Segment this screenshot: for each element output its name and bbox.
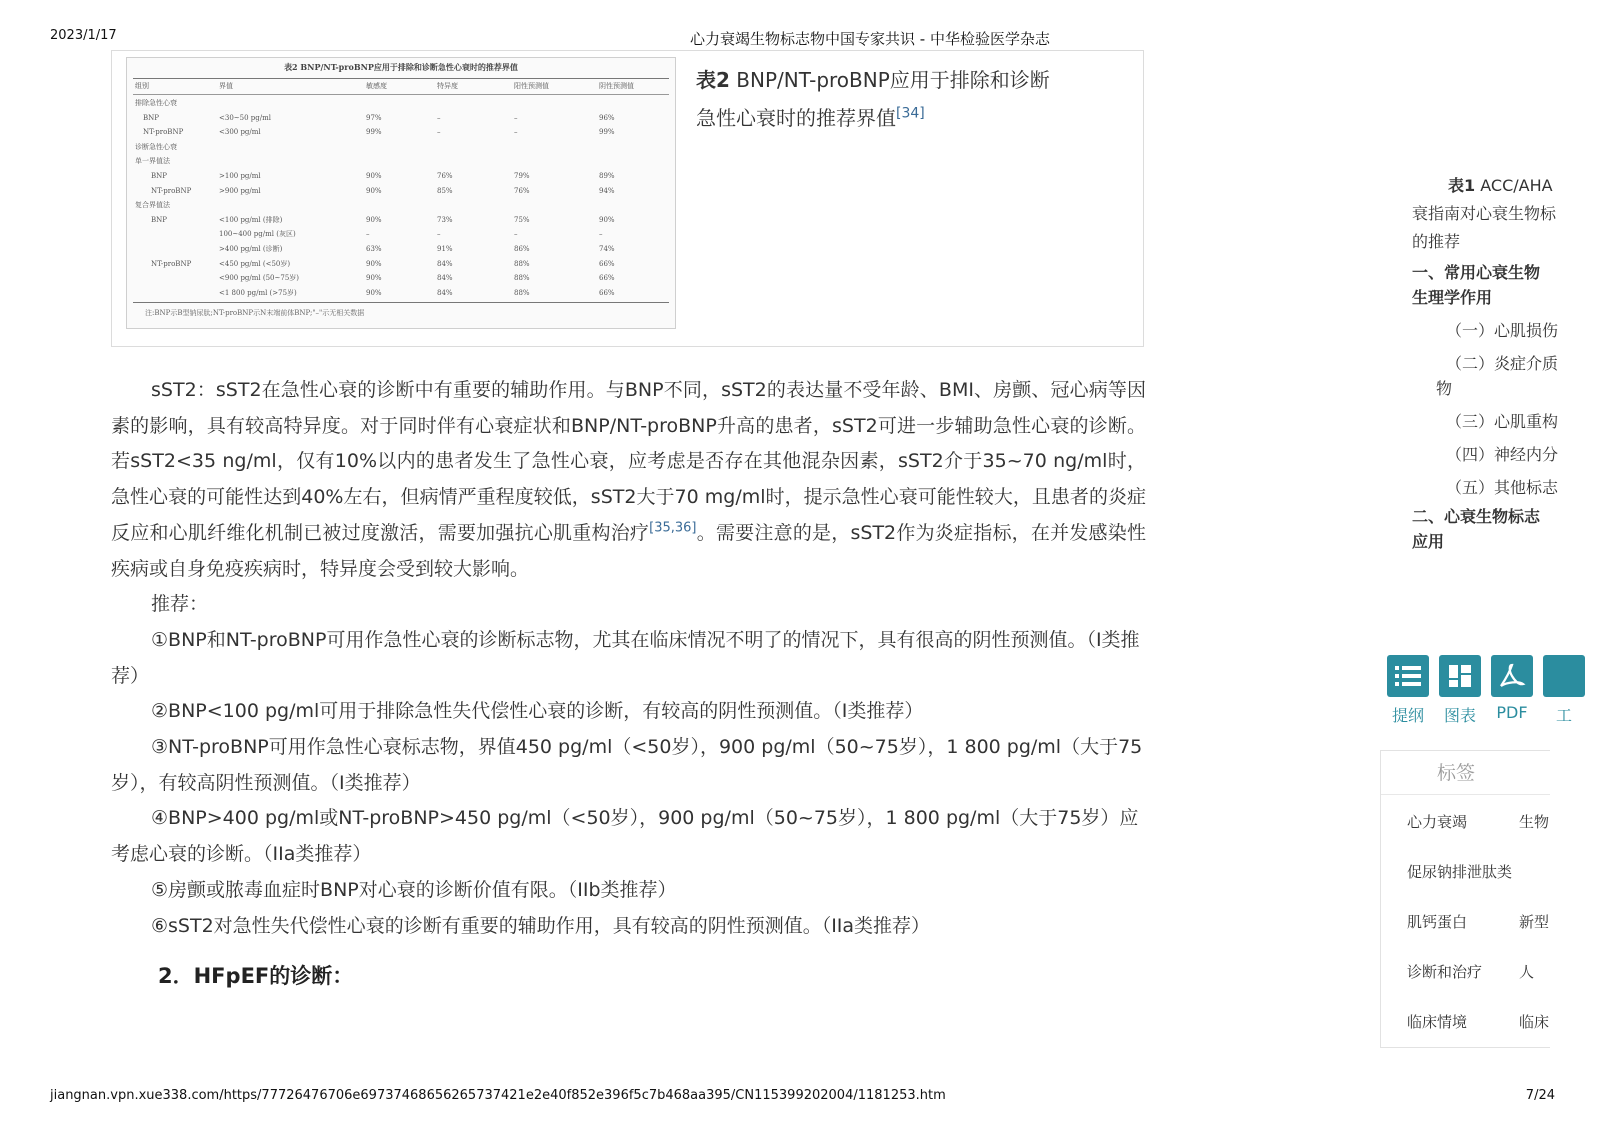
table-cell: 66% — [599, 288, 615, 297]
caption-ref-link[interactable]: [34] — [896, 105, 925, 122]
table-cell: – — [514, 113, 518, 122]
caption-text: BNP/NT-proBNP应用于排除和诊断急性心衰时的推荐界值 — [696, 68, 1050, 130]
footer-url: jiangnan.vpn.xue338.com/https/77726476706e69737468656265737421e2e40f852e396f5c7b468aa395/CN115399202004/1181253.htm — [50, 1088, 946, 1103]
table-rule-bottom — [133, 302, 669, 303]
toc-subsection-link[interactable]: （五）其他标志 — [1446, 478, 1559, 497]
table-cell: 89% — [599, 172, 615, 180]
table-cell: >900 pg/ml — [219, 186, 261, 195]
tag-row — [1381, 995, 1550, 1045]
tag-link[interactable]: 心力衰竭 — [1407, 813, 1468, 831]
table-cell: 66% — [599, 274, 615, 283]
table-cell: 74% — [599, 245, 615, 253]
table-cell: 88% — [514, 259, 530, 268]
table-cell: 86% — [514, 245, 530, 253]
tag-link[interactable]: 人 — [1519, 963, 1535, 981]
recommendation-item: ⑤房颤或脓毒血症时BNP对心衰的诊断价值有限。（IIb类推荐） — [151, 878, 677, 901]
toc-link[interactable] — [1412, 200, 1557, 228]
table-cell: 99% — [599, 128, 615, 137]
more-button[interactable] — [1542, 655, 1586, 726]
table-row — [133, 257, 669, 272]
toc-section-link[interactable]: 生理学作用 — [1412, 288, 1493, 307]
table-row — [133, 169, 669, 184]
recommendation-item — [111, 623, 1146, 694]
table-row — [133, 125, 669, 140]
table-cell: 63% — [366, 245, 382, 253]
table-col-header: 敏感度 — [366, 82, 387, 90]
table-cell: – — [437, 128, 441, 137]
tag-link[interactable]: 新型 — [1519, 913, 1550, 931]
caption-label: 表2 — [696, 68, 730, 92]
table-cell: 90% — [366, 274, 382, 283]
tag-panel — [1380, 750, 1550, 1048]
toc-subsection-link[interactable]: （四）神经内分 — [1446, 445, 1559, 464]
table-cell: 90% — [366, 215, 382, 224]
table-col-header: 阴性预测值 — [599, 82, 634, 90]
paragraph-sst2 — [111, 373, 1146, 587]
tag-link[interactable]: 促尿钠排泄肽类 — [1407, 863, 1513, 881]
table-cell: <100 pg/ml (排除) — [219, 215, 283, 224]
table-cell: 88% — [514, 274, 530, 283]
table-cell: 76% — [514, 186, 530, 195]
table-header-row — [133, 79, 669, 94]
recommendation-item: ③NT-proBNP可用作急性心衰标志物，界值450 pg/ml（<50岁），900 pg/ml（50~75岁），1 800 pg/ml（大于75岁），有较高阴性预测值。（I类推荐） — [111, 736, 1143, 794]
pdf-button[interactable] — [1490, 655, 1534, 722]
table-cell: 88% — [514, 288, 530, 297]
table-col-header: 组别 — [135, 82, 149, 90]
tag-link[interactable]: 生物 — [1519, 813, 1550, 831]
table-row — [133, 271, 669, 286]
figure-box — [111, 50, 1144, 347]
page-date: 2023/1/17 — [50, 28, 117, 43]
table-row — [133, 184, 669, 199]
table-cell: 84% — [437, 274, 453, 283]
footer-page-number: 7/24 — [1525, 1088, 1555, 1103]
toc-subsection-link[interactable]: （二）炎症介质 — [1446, 354, 1559, 373]
table-cell: <300 pg/ml — [219, 128, 261, 137]
charts-button[interactable] — [1438, 655, 1482, 726]
table-cell: >100 pg/ml — [219, 172, 261, 180]
table-cell: BNP — [151, 172, 167, 180]
paragraph-text: sST2：sST2在急性心衰的诊断中有重要的辅助作用。与BNP不同，sST2的表达量不受年龄、BMI、房颤、冠心病等因素的影响，具有较高特异度。对于同时伴有心衰症状和BNP/NT-proBNP升高的患者，sST2可进一步辅助急性心衰的诊断。若sST2<35 ng/ml，仅有10%以内的患者发生了急性心衰，应考虑是否存在其他混杂因素，sST2介于35~70 ng/ml时，急性心衰的可能性达到40%左右，但病情严重程度较低，sST2大于70 mg/ml时，提示急性心衰可能性较大，且患者的炎症反应和心肌纤维化机制已被过度激活，需要加强抗心肌重构治疗 — [111, 379, 1146, 544]
table-cell: <1 800 pg/ml (>75岁) — [219, 288, 297, 297]
toc-label: 衰指南对心衰生物标 — [1412, 204, 1557, 223]
table-cell: 66% — [599, 259, 615, 268]
table-cell: >400 pg/ml (诊断) — [219, 245, 283, 253]
grid-icon — [1439, 655, 1481, 697]
tag-link[interactable]: 诊断和治疗 — [1407, 963, 1483, 981]
table-cell: 84% — [437, 259, 453, 268]
toc-section-link[interactable]: 二、心衰生物标志 — [1412, 507, 1541, 526]
table-row — [133, 227, 669, 242]
more-icon — [1543, 655, 1585, 697]
pdf-icon — [1491, 655, 1533, 697]
table-cell: 94% — [599, 186, 615, 195]
table-col-header: 特异度 — [437, 82, 458, 90]
table-cell: 76% — [437, 172, 453, 180]
recommendation-item: ⑥sST2对急性失代偿性心衰的诊断有重要的辅助作用，具有较高的阴性预测值。（IIa类推荐） — [151, 914, 931, 937]
table-row — [133, 140, 669, 155]
tag-row — [1381, 945, 1550, 995]
table-cell: 75% — [514, 215, 530, 224]
table-cell: 96% — [599, 113, 615, 122]
table-cell: – — [514, 128, 518, 137]
table-cell: 100~400 pg/ml (灰区) — [219, 230, 296, 239]
table-cell: 91% — [437, 245, 453, 253]
table-row — [133, 96, 669, 111]
outline-button[interactable] — [1386, 655, 1430, 726]
toc-subsection-link[interactable]: （一）心肌损伤 — [1446, 321, 1559, 340]
tag-row — [1381, 895, 1550, 945]
table-cell: 复合界值法 — [135, 201, 170, 210]
tag-link[interactable]: 肌钙蛋白 — [1407, 913, 1468, 931]
tag-panel-title: 标签 — [1381, 751, 1550, 795]
toc-link[interactable] — [1412, 228, 1550, 256]
tool-label: PDF — [1496, 703, 1528, 722]
recommendation-item: ②BNP<100 pg/ml可用于排除急性失代偿性心衰的诊断，有较高的阴性预测值。（I类推荐） — [151, 700, 924, 723]
table-row — [133, 198, 669, 213]
page-title: 心力衰竭生物标志物中国专家共识 - 中华检验医学杂志 — [690, 30, 1050, 48]
table-cell: NT-proBNP — [143, 128, 184, 137]
table-cell: 97% — [366, 113, 382, 122]
table-title: 表2 BNP/NT-proBNP应用于排除和诊断急性心衰时的推荐界值 — [284, 62, 518, 72]
tool-label: 提纲 — [1391, 706, 1424, 725]
table-image[interactable] — [126, 57, 676, 329]
table-cell: 90% — [599, 215, 615, 224]
table-cell: 85% — [437, 186, 453, 195]
table-cell: <900 pg/ml (50~75岁) — [219, 274, 300, 283]
table-cell: 79% — [514, 172, 530, 180]
table-cell: – — [514, 230, 518, 239]
table-cell: NT-proBNP — [151, 186, 192, 195]
table-cell: BNP — [143, 113, 159, 122]
article-body — [111, 373, 1146, 944]
tag-link[interactable]: 临床 — [1519, 1013, 1550, 1031]
table-note: 注:BNP示B型钠尿肽;NT-proBNP示N末端前体BNP;"–"示无相关数据 — [145, 309, 365, 317]
table-cell: 73% — [437, 215, 453, 224]
toc-label: 的推荐 — [1412, 232, 1461, 251]
tag-link[interactable]: 临床情境 — [1407, 1013, 1468, 1031]
table-cell: 99% — [366, 128, 382, 137]
table-cell: 90% — [366, 172, 382, 180]
table-cell: – — [437, 113, 441, 122]
toc-subsection-link[interactable]: 物 — [1436, 379, 1453, 398]
tool-label: 图表 — [1443, 706, 1476, 725]
table-cell: 排除急性心衰 — [135, 99, 177, 107]
table-cell: BNP — [151, 215, 167, 224]
section-heading: 2．HFpEF的诊断： — [158, 964, 354, 988]
recommendation-item: ④BNP>400 pg/ml或NT-proBNP>450 pg/ml（<50岁），900 pg/ml（50~75岁），1 800 pg/ml（大于75岁）应考虑心衰的诊断。（IIa类推荐） — [111, 807, 1139, 866]
tag-row — [1381, 795, 1550, 845]
table-rule-mid — [133, 94, 669, 95]
recommendation-text: ①BNP和NT-proBNP可用作急性心衰的诊断标志物，尤其在临床情况不明了的情况下，具有很高的阴性预测值。（I类推荐） — [111, 628, 1140, 687]
table-cell: 90% — [366, 259, 382, 268]
table-row — [133, 286, 669, 301]
table-col-header: 阳性预测值 — [514, 82, 549, 90]
table-cell: – — [599, 230, 603, 239]
table-cell: 单一界值法 — [135, 157, 170, 166]
tool-label: 工 — [1555, 706, 1572, 725]
toc-label-bold: 表1 — [1448, 176, 1476, 195]
table-cell: 诊断急性心衰 — [135, 142, 177, 151]
list-icon — [1387, 655, 1429, 697]
toc-label: ACC/AHA — [1475, 176, 1553, 195]
table-cell: 90% — [366, 186, 382, 195]
table-row — [133, 154, 669, 169]
table-cell: <450 pg/ml (<50岁) — [219, 259, 291, 268]
sidebar-toc — [1412, 172, 1559, 592]
table-cell: – — [437, 230, 441, 239]
table-row — [133, 242, 669, 257]
table-col-header: 界值 — [219, 82, 233, 90]
toc-section-link[interactable]: 应用 — [1412, 532, 1445, 551]
tag-row — [1381, 845, 1550, 895]
table-row — [133, 111, 669, 126]
toc-section-link[interactable]: 一、常用心衰生物 — [1412, 263, 1541, 282]
toc-link[interactable] — [1412, 172, 1553, 200]
table-row — [133, 213, 669, 228]
citation-link[interactable]: [35,36] — [649, 520, 697, 536]
tool-bar — [1386, 655, 1572, 725]
table-cell: – — [366, 230, 370, 239]
toc-subsection-link[interactable]: （三）心肌重构 — [1446, 412, 1559, 431]
figure-caption — [696, 61, 1056, 137]
table-cell: NT-proBNP — [151, 259, 192, 268]
paragraph-text: 。需要注意的是，sST2作为炎症指标，在并发感染性疾病或自身免疫疾病时，特异度会受到较大影响。 — [111, 521, 1146, 580]
recommend-heading: 推荐： — [151, 593, 209, 616]
table-cell: <30~50 pg/ml — [219, 113, 271, 122]
table-cell: 84% — [437, 288, 453, 297]
table-cell: 90% — [366, 288, 382, 297]
